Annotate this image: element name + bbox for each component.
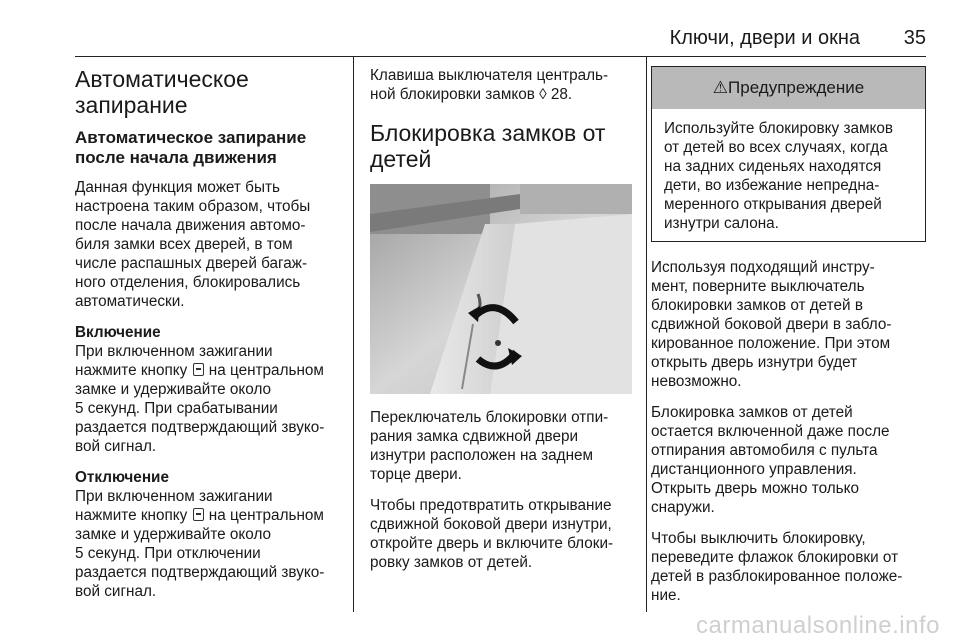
child-lock-door-photo-svg [370,184,632,394]
section-title-auto-lock: Автоматическое запирание [75,66,249,118]
warning-text: Используйте блокировку замков от детей во всех случаях, когда на задних сиденьях находятся дети, во избежание непредна- меренного открывания дверей изнутри салона. [664,120,893,232]
column-2 [370,66,636,584]
section-title-child-lock: Блокировка замков от детей [370,120,606,172]
column-3 [651,66,926,617]
disable-paragraph: При включенном зажигании нажмите кнопку на центральном замке и удерживайте около 5 секунд. При отключении раздается подтверждающий звуко- вой сигнал. [75,488,325,600]
warning-box [651,66,926,242]
paragraph: Переключатель блокировки отпи- рания замка сдвижной двери изнутри расположен на заднем торце двери. [370,409,609,483]
paragraph: Используя подходящий инстру- мент, поверните выключатель блокировки замков от детей в сдвижной боковой двери в забло- кированное положение. При этом открыть дверь изнутри будет невозможно. [651,259,892,390]
column-divider-1 [353,57,354,612]
watermark: carmanualsonline.info [696,612,940,639]
running-header-title: Ключи, двери и окна [669,27,860,49]
paragraph: Блокировка замков от детей остается включенной даже после отпирания автомобиля с пульта дистанционного управления. Открыть дверь можно только снаружи. [651,404,890,516]
subsection-title: Автоматическое запирание после начала движения [75,128,307,167]
disable-heading: Отключение [75,469,169,486]
header-rule [75,56,926,57]
page-number: 35 [903,27,926,49]
column-divider-2 [646,57,647,612]
central-lock-key-icon [193,363,204,376]
enable-heading: Включение [75,324,161,341]
paragraph: Чтобы предотвратить открывание сдвижной боковой двери изнутри, откройте дверь и включите блоки- ровку замков от детей. [370,497,614,571]
warning-title: ⚠Предупреждение [652,67,925,109]
enable-paragraph: При включенном зажигании нажмите кнопку на центральном замке и удерживайте около 5 секунд. При срабатывании раздается подтверждающий звуко- вой сигнал. [75,343,325,455]
paragraph: Клавиша выключателя централь- ной блокировки замков ◊ 28. [370,67,609,103]
central-lock-key-icon [193,508,204,521]
paragraph: Чтобы выключить блокировку, переведите флажок блокировки от детей в разблокированное положе- ние. [651,530,903,604]
child-lock-door-photo [370,184,632,394]
paragraph: Данная функция может быть настроена таким образом, чтобы после начала движения автомо- биля замки всех дверей, в том числе распашных дверей багаж- ного отделения, блокировались автоматически. [75,179,311,310]
column-1 [75,66,345,613]
